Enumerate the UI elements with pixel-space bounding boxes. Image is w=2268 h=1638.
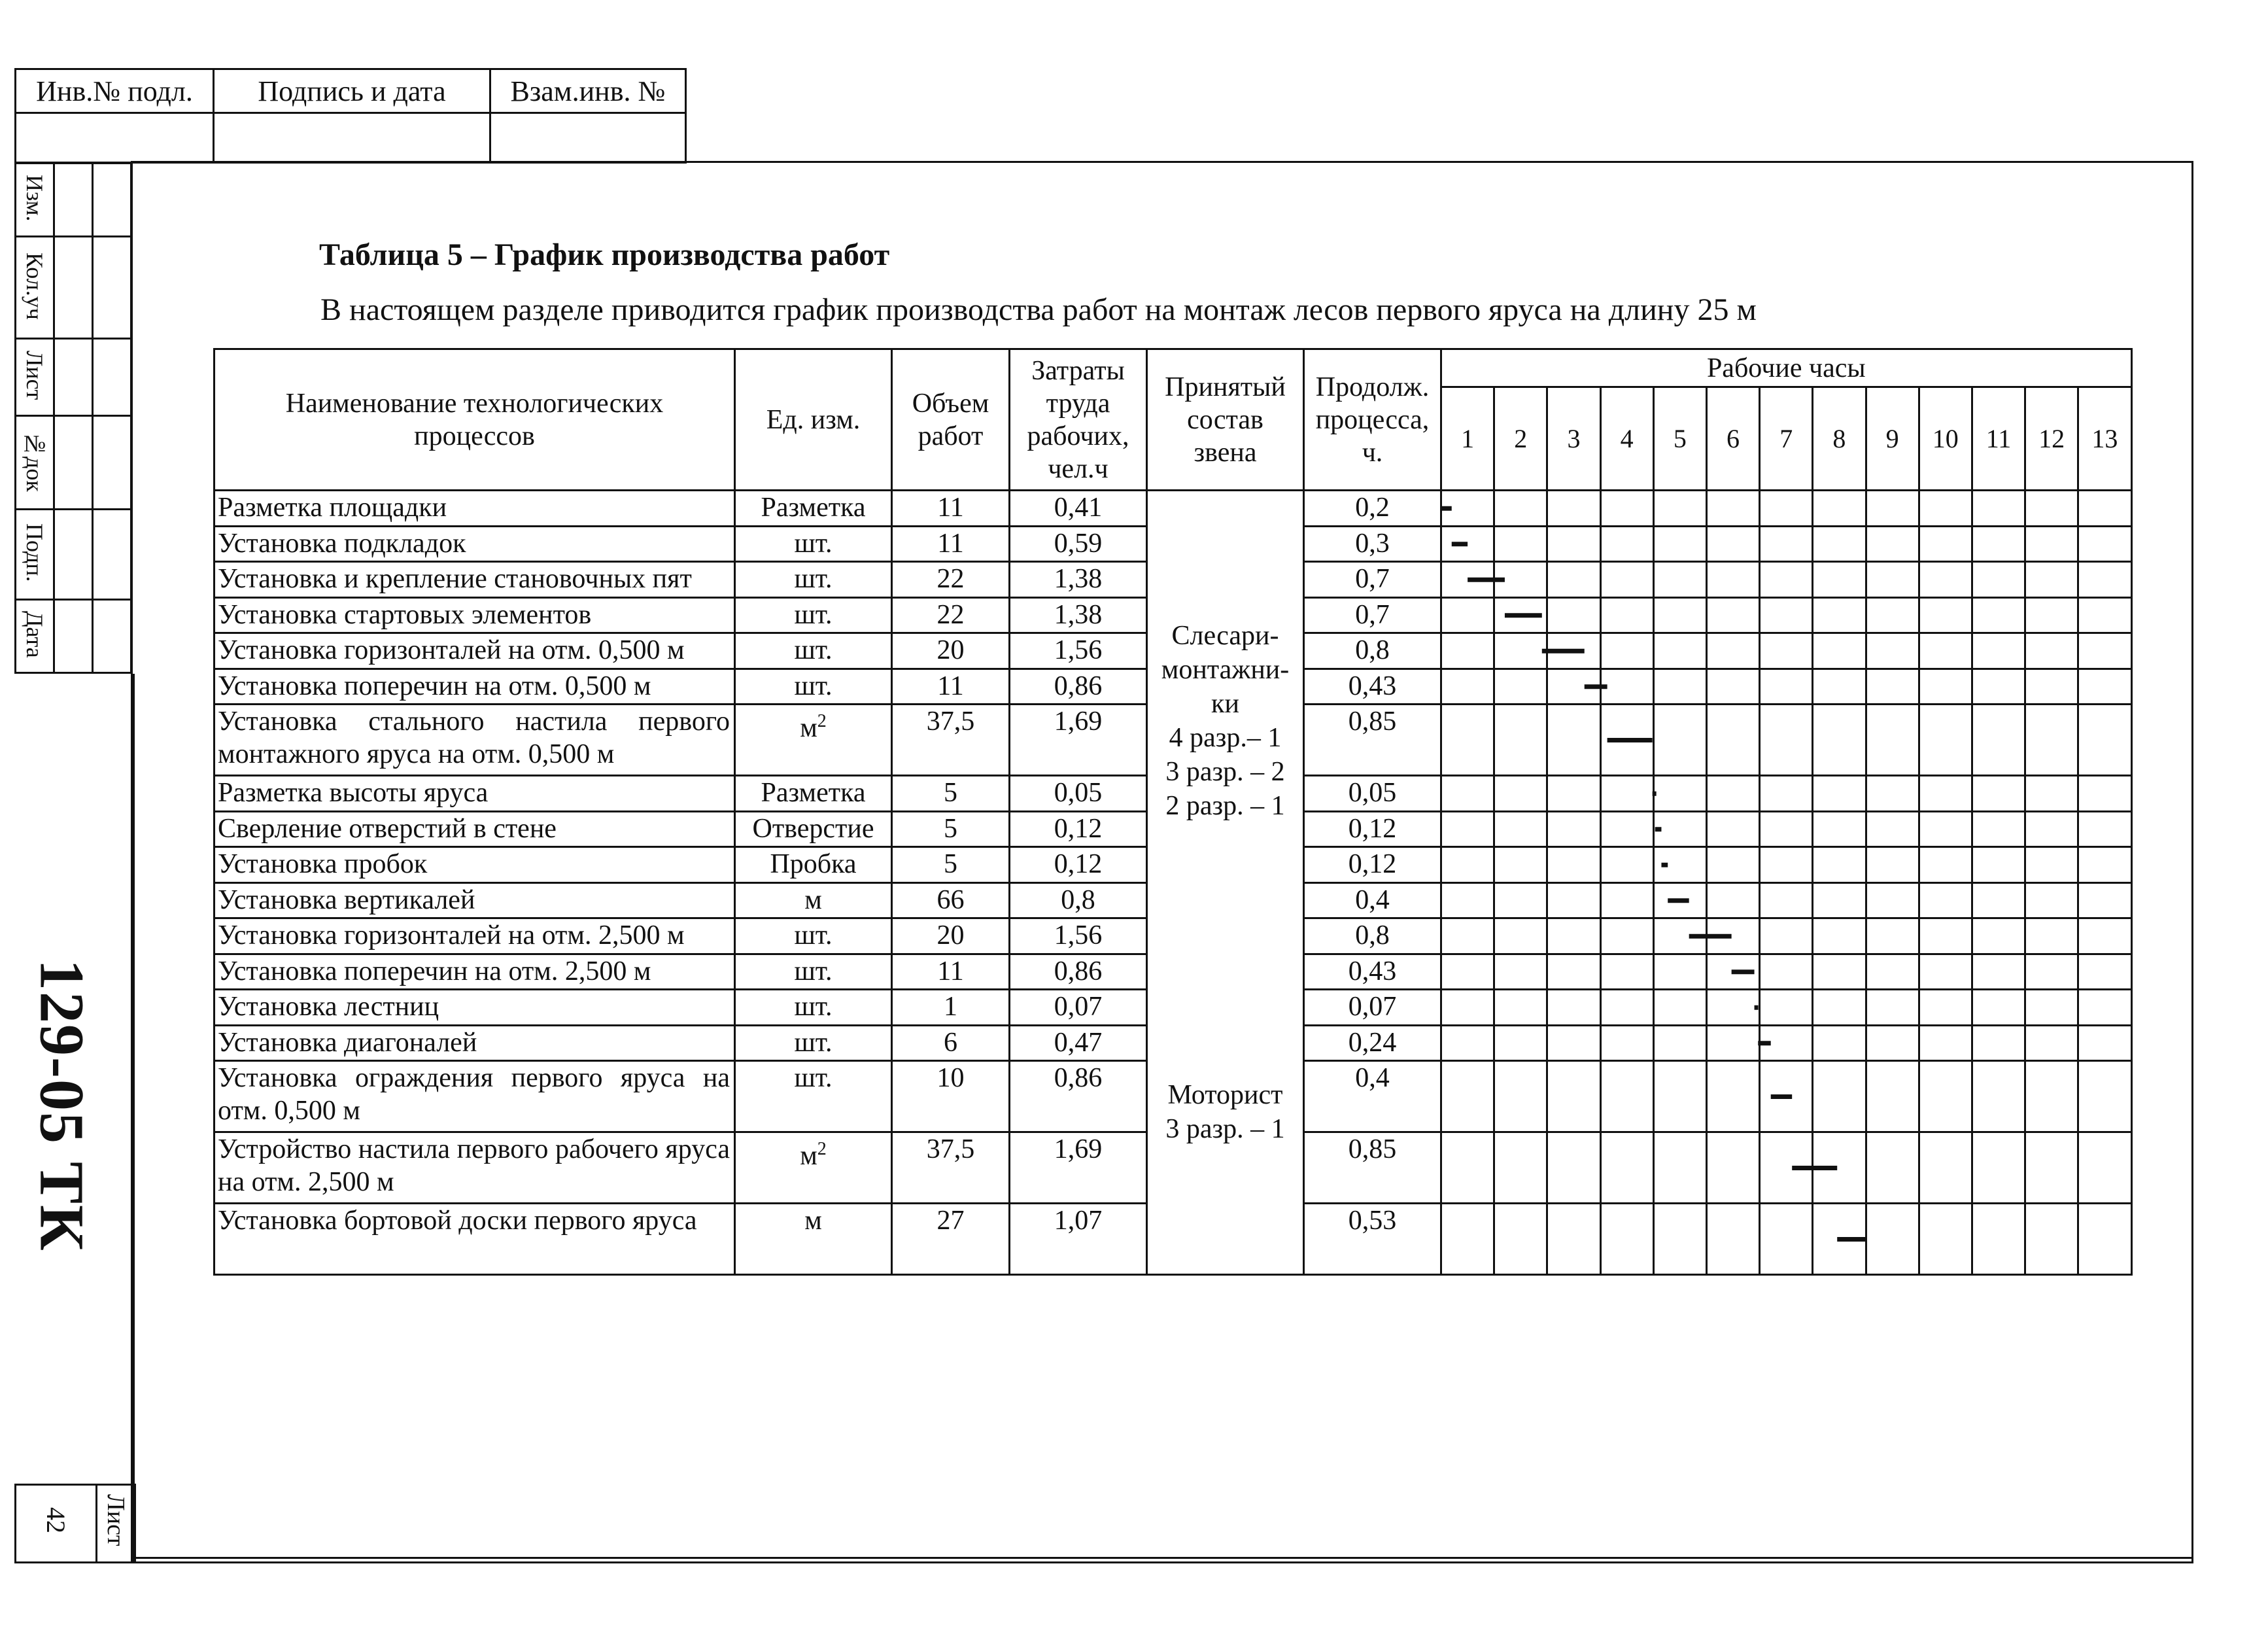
cell-duration: 0,2: [1304, 491, 1441, 527]
cell-duration: 0,85: [1304, 705, 1441, 776]
unit-text: шт.: [794, 920, 833, 950]
cell-volume: 1: [892, 990, 1010, 1026]
cell-labor: 0,86: [1010, 669, 1147, 705]
header-hour: 4: [1600, 387, 1653, 491]
header-hour: 7: [1760, 387, 1813, 491]
cell-duration: 0,07: [1304, 990, 1441, 1026]
header-labor: Затраты труда рабочих, чел.ч: [1010, 349, 1147, 491]
crew-motorist-line: 3 разр. – 1: [1165, 1114, 1285, 1144]
cell-process-name: Разметка площадки: [215, 491, 735, 527]
frame-bottom-line: [131, 1557, 2193, 1559]
crew-fitters-line: Слесари-: [1171, 621, 1279, 651]
cell-labor: 0,86: [1010, 954, 1147, 990]
cell-process-name: Разметка высоты яруса: [215, 776, 735, 812]
gantt-bar: [1758, 1041, 1770, 1045]
cell-duration: 0,12: [1304, 811, 1441, 847]
cell-volume: 5: [892, 776, 1010, 812]
side-label-list: Лист: [22, 351, 48, 400]
cell-labor: 0,12: [1010, 811, 1147, 847]
document-code-text: 129-05 ТК: [27, 959, 97, 1252]
cell-labor: 1,38: [1010, 597, 1147, 633]
sheet-label: Лист: [102, 1494, 129, 1546]
cell-process-name: Установка бортовой доски первого яруса: [215, 1204, 735, 1275]
cell-volume: 27: [892, 1204, 1010, 1275]
cell-volume: 10: [892, 1061, 1010, 1132]
cell-process-name: Установка пробок: [215, 847, 735, 883]
side-label-izm: Изм.: [22, 175, 48, 222]
unit-text: Разметка: [761, 493, 866, 523]
side-label-ndok: №док: [22, 430, 48, 492]
unit-text: шт.: [794, 599, 833, 630]
unit-text: Пробка: [770, 849, 857, 879]
stamp-replace-inv: Взам.инв. №: [490, 69, 686, 113]
header-unit: Ед. изм.: [735, 349, 892, 491]
crew-fitters-line: монтажни-: [1161, 655, 1290, 685]
cell-labor: 0,41: [1010, 491, 1147, 527]
page-title: Таблица 5 – График производства работ: [319, 237, 890, 272]
cell-duration: 0,53: [1304, 1204, 1441, 1275]
gantt-bar: [1837, 1237, 1865, 1242]
cell-volume: 5: [892, 811, 1010, 847]
unit-text: м: [804, 884, 822, 915]
cell-volume: 6: [892, 1025, 1010, 1061]
crew-fitters-line: 3 разр. – 2: [1165, 757, 1285, 787]
stamp-cell: [490, 113, 686, 163]
unit-text: шт.: [794, 635, 833, 665]
cell-volume: 22: [892, 597, 1010, 633]
cell-volume: 66: [892, 882, 1010, 918]
cell-process-name: Установка стального настила первого монтажного яруса на отм. 0,500 м: [215, 705, 735, 776]
header-name: Наименование технологических процессов: [215, 349, 735, 491]
cell-process-name: Установка подкладок: [215, 526, 735, 562]
stamp-cell: [214, 113, 490, 163]
unit-text: шт.: [794, 564, 833, 594]
unit-text: шт.: [794, 528, 833, 559]
cell-process-name: Установка вертикалей: [215, 882, 735, 918]
cell-duration: 0,4: [1304, 882, 1441, 918]
unit-text: м: [800, 713, 817, 743]
cell-process-name: Установка лестниц: [215, 990, 735, 1026]
crew-motorist-line: Моторист: [1167, 1080, 1283, 1110]
sheet-number-box: [14, 1484, 136, 1563]
cell-duration: 0,12: [1304, 847, 1441, 883]
header-hour: 9: [1866, 387, 1919, 491]
cell-volume: 20: [892, 633, 1010, 669]
gantt-bar: [1689, 934, 1732, 939]
cell-process-name: Сверление отверстий в стене: [215, 811, 735, 847]
cell-volume: 5: [892, 847, 1010, 883]
gantt-bar: [1661, 863, 1668, 867]
cell-process-name: Установка диагоналей: [215, 1025, 735, 1061]
cell-volume: 11: [892, 669, 1010, 705]
header-hour: 1: [1441, 387, 1494, 491]
cell-labor: 1,56: [1010, 918, 1147, 954]
cell-volume: 37,5: [892, 705, 1010, 776]
side-stamp: [14, 162, 132, 674]
cell-duration: 0,85: [1304, 1132, 1441, 1204]
header-crew: Принятый состав звена: [1147, 349, 1304, 491]
cell-duration: 0,4: [1304, 1061, 1441, 1132]
cell-labor: 1,56: [1010, 633, 1147, 669]
gantt-bar: [1732, 969, 1755, 974]
header-hour: 3: [1547, 387, 1600, 491]
cell-labor: 0,8: [1010, 882, 1147, 918]
cell-labor: 0,86: [1010, 1061, 1147, 1132]
cell-duration: 0,43: [1304, 954, 1441, 990]
cell-volume: 37,5: [892, 1132, 1010, 1204]
unit-superscript: 2: [817, 711, 827, 731]
cell-labor: 1,38: [1010, 562, 1147, 598]
gantt-bar: [1653, 792, 1657, 796]
unit-text: Разметка: [761, 778, 866, 808]
unit-superscript: 2: [817, 1139, 827, 1159]
cell-duration: 0,24: [1304, 1025, 1441, 1061]
gantt-bar: [1755, 1005, 1759, 1010]
unit-text: шт.: [794, 1063, 833, 1093]
unit-text: шт.: [794, 1027, 833, 1058]
cell-process-name: Установка стартовых элементов: [215, 597, 735, 633]
cell-labor: 0,47: [1010, 1025, 1147, 1061]
cell-labor: 0,12: [1010, 847, 1147, 883]
cell-duration: 0,8: [1304, 633, 1441, 669]
unit-text: м: [800, 1141, 817, 1171]
cell-duration: 0,7: [1304, 597, 1441, 633]
top-stamp: [14, 68, 687, 164]
cell-process-name: Установка и крепление становочных пят: [215, 562, 735, 598]
cell-duration: 0,7: [1304, 562, 1441, 598]
side-label-kol: Кол.уч: [22, 252, 48, 320]
cell-labor: 0,59: [1010, 526, 1147, 562]
header-hour: 13: [2078, 387, 2131, 491]
gantt-bar: [1792, 1166, 1837, 1170]
gantt-bar: [1655, 827, 1662, 831]
cell-process-name: Установка горизонталей на отм. 2,500 м: [215, 918, 735, 954]
header-hour: 11: [1972, 387, 2025, 491]
header-hour: 2: [1494, 387, 1547, 491]
header-duration: Продолж. процесса, ч.: [1304, 349, 1441, 491]
header-hour: 6: [1706, 387, 1759, 491]
header-volume: Объем работ: [892, 349, 1010, 491]
gantt-bar: [1668, 898, 1689, 903]
header-hour: 5: [1653, 387, 1706, 491]
unit-text: Отверстие: [752, 813, 874, 844]
gantt-bar: [1585, 684, 1607, 689]
cell-process-name: Установка поперечин на отм. 0,500 м: [215, 669, 735, 705]
unit-text: м: [804, 1206, 822, 1236]
gantt-bar: [1505, 613, 1542, 618]
gantt-bar: [1441, 506, 1452, 511]
gantt-bar: [1771, 1094, 1792, 1099]
cell-process-name: Установка ограждения первого яруса на отм. 0,500 м: [215, 1061, 735, 1132]
sheet-number: 42: [41, 1507, 71, 1533]
gantt-bar: [1542, 649, 1585, 653]
cell-volume: 11: [892, 954, 1010, 990]
unit-text: шт.: [794, 956, 833, 986]
cell-process-name: Устройство настила первого рабочего яруса на отм. 2,500 м: [215, 1132, 735, 1204]
stamp-signature-date: Подпись и дата: [214, 69, 490, 113]
cell-duration: 0,3: [1304, 526, 1441, 562]
crew-fitters-line: 2 разр. – 1: [1165, 791, 1285, 821]
cell-process-name: Установка поперечин на отм. 2,500 м: [215, 954, 735, 990]
cell-duration: 0,05: [1304, 776, 1441, 812]
intro-text: В настоящем разделе приводится график производства работ на монтаж лесов первого яруса на длину 25 м: [320, 292, 1757, 327]
cell-volume: 22: [892, 562, 1010, 598]
gantt-bar: [1607, 738, 1653, 742]
cell-labor: 1,69: [1010, 1132, 1147, 1204]
gantt-bar: [1468, 578, 1505, 582]
cell-volume: 20: [892, 918, 1010, 954]
unit-text: шт.: [794, 992, 833, 1022]
crew-fitters-line: ки: [1211, 689, 1239, 719]
header-working-hours: Рабочие часы: [1441, 349, 2132, 387]
document-code: [13, 955, 111, 1256]
cell-volume: 11: [892, 526, 1010, 562]
crew-fitters-line: 4 разр.– 1: [1169, 723, 1282, 753]
cell-labor: 0,07: [1010, 990, 1147, 1026]
cell-labor: 1,07: [1010, 1204, 1147, 1275]
cell-duration: 0,43: [1304, 669, 1441, 705]
cell-duration: 0,8: [1304, 918, 1441, 954]
cell-labor: 0,05: [1010, 776, 1147, 812]
side-label-podp: Подп.: [22, 523, 48, 582]
gantt-bar: [1452, 542, 1468, 546]
header-hour: 10: [1919, 387, 1972, 491]
stamp-inv-no: Инв.№ подл.: [16, 69, 214, 113]
gantt-bars: [213, 348, 2133, 1276]
side-label-data: Дата: [22, 610, 48, 658]
header-hour: 8: [1813, 387, 1866, 491]
unit-text: шт.: [794, 671, 833, 701]
cell-process-name: Установка горизонталей на отм. 0,500 м: [215, 633, 735, 669]
cell-volume: 11: [892, 491, 1010, 527]
cell-labor: 1,69: [1010, 705, 1147, 776]
stamp-cell: [16, 113, 214, 163]
header-hour: 12: [2025, 387, 2078, 491]
